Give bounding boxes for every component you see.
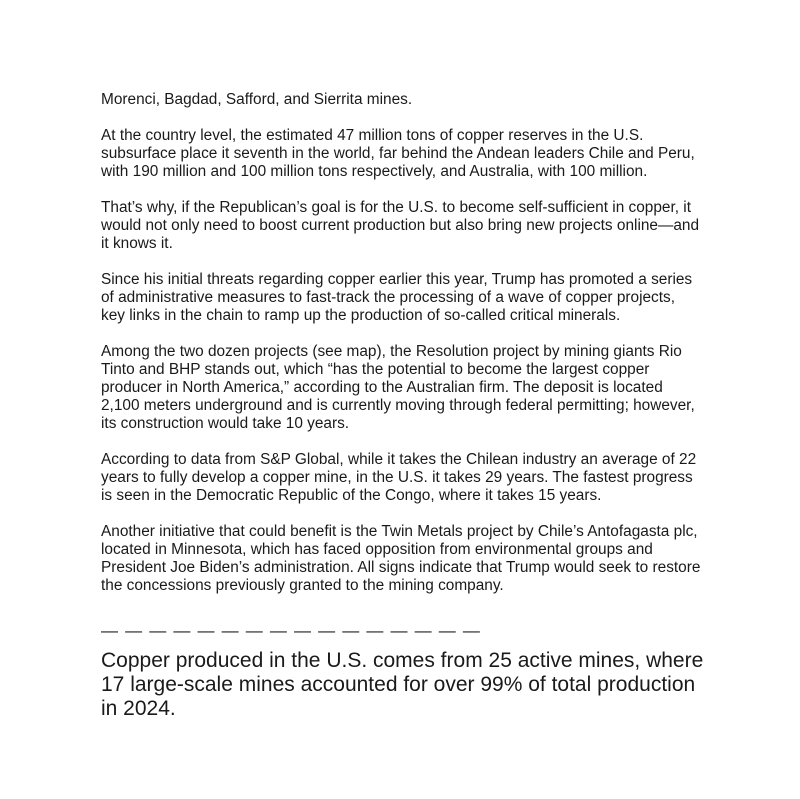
paragraph-line: with 190 million and 100 million tons respectively, and Australia, with 100 million. [101,163,648,180]
paragraph-line: would not only need to boost current production but also bring new projects online—and [101,217,700,234]
pull-quote-line: 17 large-scale mines accounted for over 99% of total production [101,673,696,696]
paragraph [101,199,721,253]
pull-quote [101,649,703,721]
paragraph-line: Among the two dozen projects (see map), the Resolution project by mining giants Rio [101,343,682,360]
paragraph [101,91,721,109]
paragraph [101,523,721,595]
paragraph-line: the concessions previously granted to the mining company. [101,577,504,594]
pull-quote-line: in 2024. [101,697,176,720]
paragraph-line: producer in North America,” according to the Australian firm. The deposit is located [101,379,663,396]
paragraph-line: of administrative measures to fast-track the processing of a wave of copper projects, [101,289,675,306]
article-body [101,91,721,613]
paragraph [101,271,721,325]
paragraph-line: That’s why, if the Republican’s goal is for the U.S. to become self-sufficient in copper, it [101,199,691,216]
paragraph-line: At the country level, the estimated 47 million tons of copper reserves in the U.S. [101,127,644,144]
paragraph-line: Since his initial threats regarding copper earlier this year, Trump has promoted a series [101,271,693,288]
section-divider: — — — — — — — — — — — — — — — — [101,621,482,640]
paragraph-line: is seen in the Democratic Republic of the Congo, where it takes 15 years. [101,487,602,504]
paragraph-line: key links in the chain to ramp up the production of so-called critical minerals. [101,307,621,324]
paragraph [101,451,721,505]
paragraph [101,343,721,433]
paragraph-line: Morenci, Bagdad, Safford, and Sierrita mines. [101,91,413,108]
paragraph-line: it knows it. [101,235,173,252]
paragraph-line: President Joe Biden’s administration. All signs indicate that Trump would seek to restore [101,559,701,576]
paragraph-line: subsurface place it seventh in the world, far behind the Andean leaders Chile and Peru, [101,145,695,162]
paragraph-line: its construction would take 10 years. [101,415,350,432]
paragraph-line: Tinto and BHP stands out, which “has the potential to become the largest copper [101,361,650,378]
pull-quote-line: Copper produced in the U.S. comes from 25 active mines, where [101,649,704,672]
paragraph-line: years to fully develop a copper mine, in the U.S. it takes 29 years. The fastest progress [101,469,693,486]
paragraph [101,127,721,181]
paragraph-line: According to data from S&P Global, while it takes the Chilean industry an average of 22 [101,451,697,468]
paragraph-line: Another initiative that could benefit is the Twin Metals project by Chile’s Antofagasta plc, [101,523,698,540]
paragraph-line: 2,100 meters underground and is currently moving through federal permitting; however, [101,397,695,414]
paragraph-line: located in Minnesota, which has faced opposition from environmental groups and [101,541,653,558]
